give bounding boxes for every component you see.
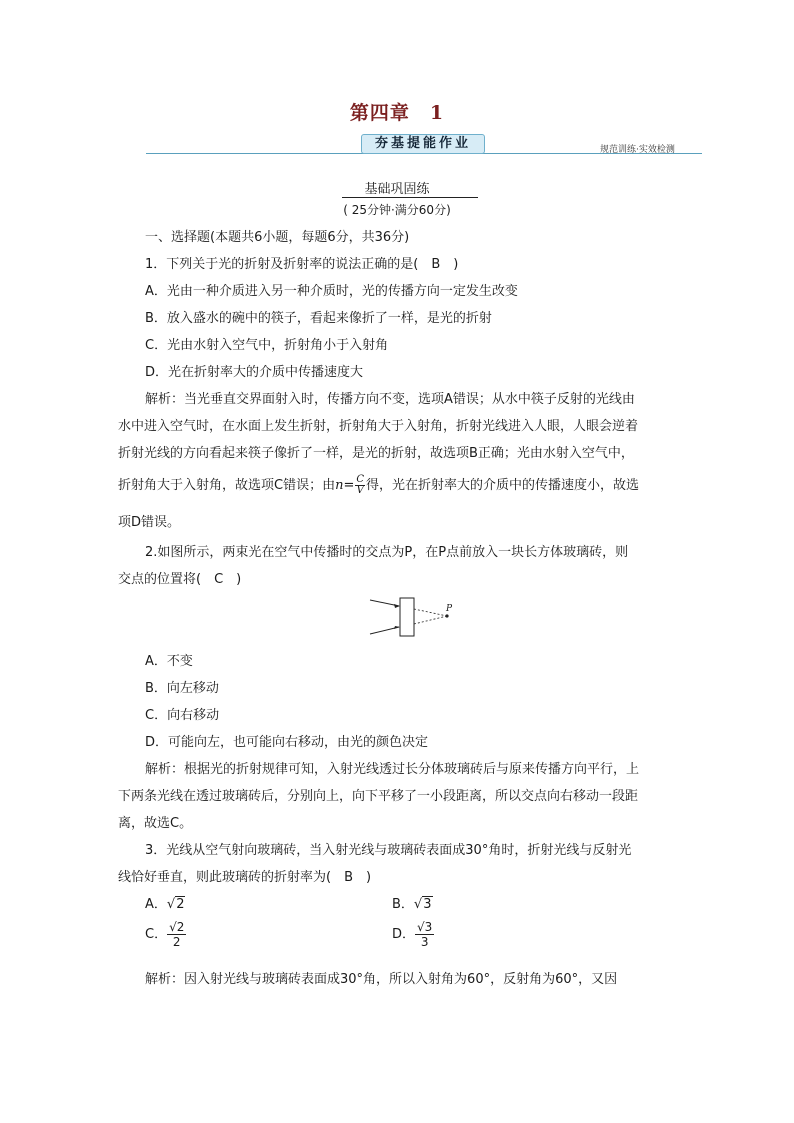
q3-option-a-radicand: 2 — [176, 897, 185, 912]
q3-option-b — [392, 893, 433, 912]
point-p-label: P — [446, 604, 453, 614]
q3-option-a-label: A． — [145, 897, 167, 912]
lower-arrow — [394, 626, 400, 629]
q2-option-d: D．可能向左，也可能向右移动，由光的颜色决定 — [145, 735, 429, 750]
q3-option-d-numerator: √3 — [417, 920, 433, 934]
q1-analysis-4 — [118, 474, 639, 496]
q1-option-a: A．光由一种介质进入另一种介质时，光的传播方向一定发生改变 — [145, 284, 518, 299]
q3-stem-2: 线恰好垂直，则此玻璃砖的折射率为( B ) — [118, 870, 372, 885]
header-tag: 规范训练·实效检测 — [600, 145, 675, 155]
q1-analysis-3: 折射光线的方向看起来筷子像折了一样，是光的折射，故选项B正确；光由水射入空气中， — [118, 446, 634, 461]
q3-option-d-label: D． — [392, 927, 416, 942]
q3-option-d-fraction — [415, 920, 434, 949]
q3-option-b-label: B． — [392, 897, 414, 912]
section-subtitle: ( 25分钟·满分60分) — [343, 203, 451, 217]
q3-option-c-fraction — [167, 920, 186, 949]
part-heading: 一、选择题(本题共6小题，每题6分，共36分) — [145, 230, 410, 245]
section-underline — [342, 197, 478, 198]
q1-analysis-4-post: 得，光在折射率大的介质中的传播速度小，故选 — [366, 478, 640, 493]
q3-analysis-1: 解析：因入射光线与玻璃砖表面成30°角，所以入射角为60°，反射角为60°，又因 — [145, 972, 618, 987]
q1-analysis-1: 解析：当光垂直交界面射入时，传播方向不变，选项A错误；从水中筷子反射的光线由 — [145, 392, 635, 407]
q2-analysis-2: 下两条光线在透过玻璃砖后，分别向上，向下平移了一小段距离，所以交点向右移动一段距 — [118, 789, 639, 804]
q3-option-b-sqrt: √3 — [413, 897, 432, 912]
formula-eq: = — [343, 478, 355, 493]
q3-option-d-radicand: 3 — [424, 920, 433, 934]
glass-brick-figure — [366, 596, 456, 640]
q3-option-c — [145, 920, 186, 949]
upper-dashed-ray — [414, 609, 447, 616]
formula-n: n — [335, 478, 344, 493]
q3-option-b-radicand: 3 — [423, 897, 432, 912]
q1-option-d: D．光在折射率大的介质中传播速度大 — [145, 365, 364, 380]
q3-stem-1: 3．光线从空气射向玻璃砖，当入射光线与玻璃砖表面成30°角时，折射光线与反射光 — [145, 843, 632, 858]
q2-option-c: C．向右移动 — [145, 708, 220, 723]
q1-analysis-2: 水中进入空气时，在水面上发生折射，折射角大于入射角，折射光线进入人眼，人眼会逆着 — [118, 419, 639, 434]
q3-option-d — [392, 920, 434, 949]
q3-option-a — [145, 893, 185, 912]
q2-analysis-1: 解析：根据光的折射规律可知，入射光线透过长分体玻璃砖后与原来传播方向平行，上 — [145, 762, 640, 777]
section-title: 基础巩固练 — [364, 182, 430, 197]
q1-option-c: C．光由水射入空气中，折射角小于入射角 — [145, 338, 389, 353]
q2-analysis-3: 离，故选C。 — [118, 816, 193, 831]
formula-denominator: V — [356, 485, 364, 496]
q2-option-a: A．不变 — [145, 654, 193, 669]
q2-stem-2: 交点的位置将( C ) — [118, 572, 242, 587]
q3-option-c-denominator: 2 — [172, 935, 181, 949]
q3-option-c-radicand: 2 — [176, 920, 185, 934]
chapter-title: 第四章 1 — [349, 102, 445, 124]
lower-dashed-ray — [414, 616, 447, 624]
q1-stem: 1．下列关于光的折射及折射率的说法正确的是( B ) — [145, 257, 459, 272]
formula-numerator: C — [356, 474, 365, 485]
upper-arrow — [394, 604, 400, 608]
glass-brick — [400, 598, 414, 636]
q3-option-c-label: C． — [145, 927, 168, 942]
point-p — [445, 614, 448, 617]
formula-fraction — [355, 475, 365, 496]
q3-option-c-numerator: √2 — [169, 920, 185, 934]
q1-analysis-5: 项D错误。 — [118, 515, 181, 530]
q2-option-b: B．向左移动 — [145, 681, 219, 696]
q2-stem-1: 2.如图所示，两束光在空气中传播时的交点为P，在P点前放入一块长方体玻璃砖，则 — [145, 545, 629, 560]
q3-option-d-denominator: 3 — [420, 935, 429, 949]
banner-label: 夯基提能作业 — [361, 134, 485, 154]
q1-analysis-4-pre: 折射角大于入射角，故选项C错误；由 — [118, 478, 336, 493]
q1-option-b: B．放入盛水的碗中的筷子，看起来像折了一样，是光的折射 — [145, 311, 492, 326]
q3-option-a-sqrt: √2 — [166, 897, 185, 912]
